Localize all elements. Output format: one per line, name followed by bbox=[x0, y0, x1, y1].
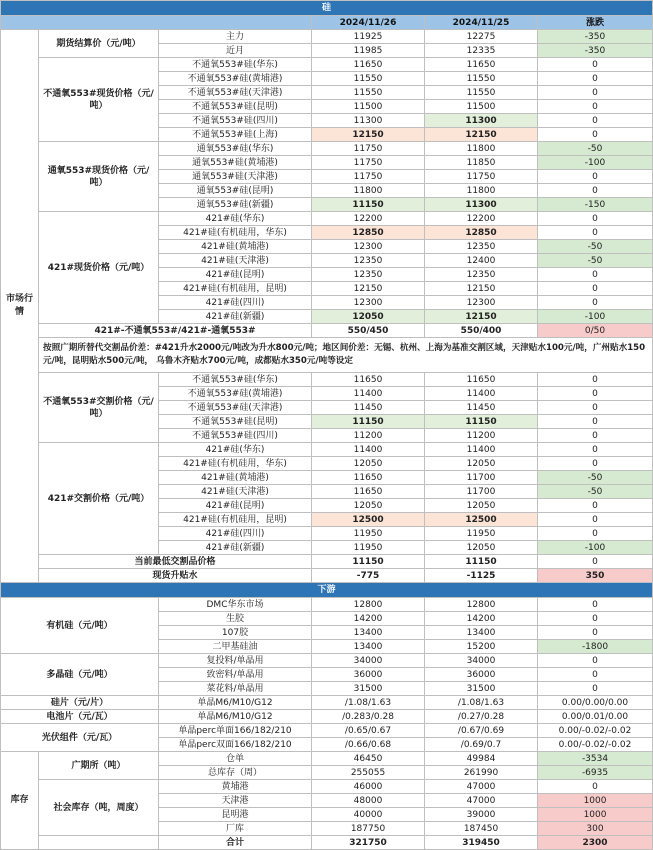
value-previous: /0.67/0.69 bbox=[425, 724, 538, 738]
item-name: 天津港 bbox=[159, 794, 312, 808]
item-name: 107胶 bbox=[159, 626, 312, 640]
table-row bbox=[1, 598, 653, 612]
value-previous: 14200 bbox=[425, 612, 538, 626]
value-previous: 12350 bbox=[425, 268, 538, 282]
item-name: 421#硅(华东) bbox=[159, 212, 312, 226]
value-previous: 11650 bbox=[425, 373, 538, 387]
header-change: 涨跌 bbox=[538, 16, 653, 30]
value-previous: 11750 bbox=[425, 170, 538, 184]
value-current: 11650 bbox=[312, 373, 425, 387]
value-current: 11150 bbox=[312, 198, 425, 212]
value-change: 0.00/0.01/0.00 bbox=[538, 710, 653, 724]
item-name: 通氧553#硅(华东) bbox=[159, 142, 312, 156]
item-name: 421#硅(四川) bbox=[159, 527, 312, 541]
value-current: 11650 bbox=[312, 471, 425, 485]
group-label: 421#现货价格（元/吨） bbox=[39, 212, 159, 324]
value-change: 0 bbox=[538, 170, 653, 184]
item-name: 通氧553#硅(天津港) bbox=[159, 170, 312, 184]
value-change: -350 bbox=[538, 30, 653, 44]
value-previous: 12850 bbox=[425, 226, 538, 240]
item-name: 不通氧553#硅(华东) bbox=[159, 373, 312, 387]
value-previous: 31500 bbox=[425, 682, 538, 696]
value-current: 11150 bbox=[312, 415, 425, 429]
value-previous: 11950 bbox=[425, 527, 538, 541]
header-blank bbox=[1, 16, 312, 30]
value-change: 0 bbox=[538, 387, 653, 401]
table-row bbox=[1, 752, 653, 766]
item-name: 致密料/单晶用 bbox=[159, 668, 312, 682]
table-row bbox=[1, 443, 653, 457]
group-label: 硅片（元/片） bbox=[1, 696, 159, 710]
value-current: 12300 bbox=[312, 240, 425, 254]
value-current: 36000 bbox=[312, 668, 425, 682]
value-current: 187750 bbox=[312, 822, 425, 836]
value-previous: 12050 bbox=[425, 541, 538, 555]
value-current: 12350 bbox=[312, 268, 425, 282]
item-name: 421#硅(黄埔港) bbox=[159, 240, 312, 254]
value-change: 0 bbox=[538, 184, 653, 198]
item-name: 421#硅(有机硅用，昆明) bbox=[159, 282, 312, 296]
value-change: -1800 bbox=[538, 640, 653, 654]
value-current: 40000 bbox=[312, 808, 425, 822]
group-label: 光伏组件（元/瓦） bbox=[1, 724, 159, 752]
value-previous: 261990 bbox=[425, 766, 538, 780]
value-change: -50 bbox=[538, 254, 653, 268]
group-label: 不通氧553#交割价格（元/吨） bbox=[39, 373, 159, 443]
value-current: 11550 bbox=[312, 72, 425, 86]
value-previous: /1.08/1.63 bbox=[425, 696, 538, 710]
value-previous: 34000 bbox=[425, 654, 538, 668]
value-change: -6935 bbox=[538, 766, 653, 780]
value-change: 0 bbox=[538, 513, 653, 527]
value-change: -350 bbox=[538, 44, 653, 58]
header-date-current: 2024/11/26 bbox=[312, 16, 425, 30]
value-change: 0 bbox=[538, 780, 653, 794]
item-name: 421#硅(有机硅用，昆明) bbox=[159, 513, 312, 527]
item-name: 近月 bbox=[159, 44, 312, 58]
value-change: -100 bbox=[538, 541, 653, 555]
value-previous: 11550 bbox=[425, 72, 538, 86]
table-row bbox=[1, 142, 653, 156]
value-change: 0 bbox=[538, 443, 653, 457]
value-previous: 319450 bbox=[425, 836, 538, 850]
value-current: 12150 bbox=[312, 128, 425, 142]
value-previous: -1125 bbox=[425, 569, 538, 583]
value-previous: 11500 bbox=[425, 100, 538, 114]
group-label: 多晶硅（元/吨） bbox=[1, 654, 159, 696]
item-name: 421#硅(有机硅用，华东) bbox=[159, 226, 312, 240]
item-name: 421#硅(天津港) bbox=[159, 254, 312, 268]
value-change: 0 bbox=[538, 100, 653, 114]
value-change: 0 bbox=[538, 296, 653, 310]
min-delivery-label: 当前最低交割品价格 bbox=[39, 555, 312, 569]
value-change: 0 bbox=[538, 598, 653, 612]
group-label: 421#交割价格（元/吨） bbox=[39, 443, 159, 555]
value-current: /0.283/0.28 bbox=[312, 710, 425, 724]
value-current: /0.65/0.67 bbox=[312, 724, 425, 738]
item-name: 仓单 bbox=[159, 752, 312, 766]
value-current: 12350 bbox=[312, 254, 425, 268]
value-change: -50 bbox=[538, 471, 653, 485]
item-name: 不通氧553#硅(黄埔港) bbox=[159, 387, 312, 401]
table-row bbox=[1, 696, 653, 710]
item-name: 复投料/单晶用 bbox=[159, 654, 312, 668]
value-current: 11150 bbox=[312, 555, 425, 569]
value-previous: 11450 bbox=[425, 401, 538, 415]
item-name: 421#硅(有机硅用，华东) bbox=[159, 457, 312, 471]
value-change: 0 bbox=[538, 58, 653, 72]
value-change: 0 bbox=[538, 668, 653, 682]
value-current: 46450 bbox=[312, 752, 425, 766]
value-previous: 11800 bbox=[425, 184, 538, 198]
group-label: 有机硅（元/吨） bbox=[1, 598, 159, 654]
item-name: 不通氧553#硅(天津港) bbox=[159, 401, 312, 415]
item-name: 421#硅(新疆) bbox=[159, 541, 312, 555]
table-row bbox=[1, 212, 653, 226]
value-current: 12800 bbox=[312, 598, 425, 612]
table-row bbox=[1, 710, 653, 724]
value-change: 0 bbox=[538, 527, 653, 541]
section-label-market: 市场行情 bbox=[1, 30, 39, 583]
group-label: 不通氧553#现货价格（元/吨） bbox=[39, 58, 159, 142]
value-change: 1000 bbox=[538, 808, 653, 822]
item-name: 通氧553#硅(昆明) bbox=[159, 184, 312, 198]
table-row bbox=[1, 654, 653, 668]
value-previous: 47000 bbox=[425, 794, 538, 808]
value-previous: 11150 bbox=[425, 555, 538, 569]
item-name: 昆明港 bbox=[159, 808, 312, 822]
value-previous: 12335 bbox=[425, 44, 538, 58]
value-change: 0 bbox=[538, 226, 653, 240]
value-previous: 15200 bbox=[425, 640, 538, 654]
value-previous: 12200 bbox=[425, 212, 538, 226]
spread-label: 421#-不通氧553#/421#-通氧553# bbox=[39, 324, 312, 338]
value-previous: 11400 bbox=[425, 387, 538, 401]
item-name: 421#硅(天津港) bbox=[159, 485, 312, 499]
value-current: 14200 bbox=[312, 612, 425, 626]
value-previous: 12150 bbox=[425, 128, 538, 142]
value-change: 0 bbox=[538, 86, 653, 100]
downstream-banner-row bbox=[1, 583, 653, 598]
title-row bbox=[1, 1, 653, 16]
value-previous: 187450 bbox=[425, 822, 538, 836]
value-change: 0 bbox=[538, 457, 653, 471]
value-change: 0 bbox=[538, 682, 653, 696]
item-name: 黄埔港 bbox=[159, 780, 312, 794]
value-current: 11650 bbox=[312, 485, 425, 499]
value-change: 0 bbox=[538, 128, 653, 142]
group-label: 社会库存（吨，周度） bbox=[39, 780, 159, 836]
total-label-spacer bbox=[39, 836, 159, 850]
item-name: 单晶M6/M10/G12 bbox=[159, 696, 312, 710]
value-previous: 12275 bbox=[425, 30, 538, 44]
value-previous: 550/400 bbox=[425, 324, 538, 338]
value-change: 0.00/-0.02/-0.02 bbox=[538, 724, 653, 738]
item-name: 单晶M6/M10/G12 bbox=[159, 710, 312, 724]
value-current: 11500 bbox=[312, 100, 425, 114]
item-name: 厂库 bbox=[159, 822, 312, 836]
item-name: 不通氧553#硅(四川) bbox=[159, 429, 312, 443]
item-name: 421#硅(新疆) bbox=[159, 310, 312, 324]
value-previous: 12300 bbox=[425, 296, 538, 310]
value-change: 0 bbox=[538, 612, 653, 626]
item-name: 不通氧553#硅(上海) bbox=[159, 128, 312, 142]
value-previous: 12050 bbox=[425, 457, 538, 471]
value-current: 11400 bbox=[312, 387, 425, 401]
value-change: -50 bbox=[538, 240, 653, 254]
value-previous: 12400 bbox=[425, 254, 538, 268]
group-label: 通氧553#现货价格（元/吨） bbox=[39, 142, 159, 212]
value-current: 11750 bbox=[312, 142, 425, 156]
value-change: 350 bbox=[538, 569, 653, 583]
value-change: -150 bbox=[538, 198, 653, 212]
item-name: 不通氧553#硅(昆明) bbox=[159, 415, 312, 429]
value-change: -50 bbox=[538, 142, 653, 156]
value-change: 1000 bbox=[538, 794, 653, 808]
value-previous: 11200 bbox=[425, 429, 538, 443]
value-current: 12500 bbox=[312, 513, 425, 527]
value-current: 13400 bbox=[312, 640, 425, 654]
value-previous: 49984 bbox=[425, 752, 538, 766]
value-previous: 47000 bbox=[425, 780, 538, 794]
value-current: 11750 bbox=[312, 170, 425, 184]
group-label: 电池片（元/瓦） bbox=[1, 710, 159, 724]
group-label: 期货结算价（元/吨） bbox=[39, 30, 159, 58]
value-current: /0.66/0.68 bbox=[312, 738, 425, 752]
value-change: -3534 bbox=[538, 752, 653, 766]
value-current: 12150 bbox=[312, 282, 425, 296]
value-change: 0.00/0.00/0.00 bbox=[538, 696, 653, 710]
value-current: 550/450 bbox=[312, 324, 425, 338]
value-previous: 11300 bbox=[425, 198, 538, 212]
item-name: 421#硅(昆明) bbox=[159, 499, 312, 513]
value-current: 46000 bbox=[312, 780, 425, 794]
value-current: 12050 bbox=[312, 457, 425, 471]
value-change: 0 bbox=[538, 626, 653, 640]
value-change: 0.00/-0.02/-0.02 bbox=[538, 738, 653, 752]
table-row bbox=[1, 780, 653, 794]
basis-label: 现货升贴水 bbox=[39, 569, 312, 583]
value-current: 11200 bbox=[312, 429, 425, 443]
header-date-previous: 2024/11/25 bbox=[425, 16, 538, 30]
value-previous: 11850 bbox=[425, 156, 538, 170]
item-name: 通氧553#硅(黄埔港) bbox=[159, 156, 312, 170]
value-current: 12300 bbox=[312, 296, 425, 310]
sheet-title: 硅 bbox=[1, 1, 653, 16]
value-current: 11950 bbox=[312, 527, 425, 541]
value-change: -100 bbox=[538, 156, 653, 170]
value-change: 0 bbox=[538, 72, 653, 86]
value-change: 0 bbox=[538, 401, 653, 415]
value-change: 2300 bbox=[538, 836, 653, 850]
value-current: 255055 bbox=[312, 766, 425, 780]
value-current: 12050 bbox=[312, 310, 425, 324]
value-previous: 36000 bbox=[425, 668, 538, 682]
header-row bbox=[1, 16, 653, 30]
value-previous: 11150 bbox=[425, 415, 538, 429]
value-previous: 13400 bbox=[425, 626, 538, 640]
item-name: 不通氧553#硅(昆明) bbox=[159, 100, 312, 114]
delivery-note: 按照广期所替代交割品价差：#421升水2000元/吨改为升水800元/吨；地区间价差：无锡、杭州、上海为基准交割区域，天津贴水100元/吨，广州贴水150元/吨，昆明贴水500元/吨， 乌鲁木齐贴水700元/吨，成都贴水350元/吨等设定 bbox=[39, 338, 653, 373]
value-current: 11300 bbox=[312, 114, 425, 128]
value-current: 11400 bbox=[312, 443, 425, 457]
value-change: 0 bbox=[538, 555, 653, 569]
item-name: 不通氧553#硅(天津港) bbox=[159, 86, 312, 100]
table-row bbox=[1, 58, 653, 72]
value-previous: 11700 bbox=[425, 485, 538, 499]
item-name: 421#硅(昆明) bbox=[159, 268, 312, 282]
value-current: 11800 bbox=[312, 184, 425, 198]
item-name: 不通氧553#硅(四川) bbox=[159, 114, 312, 128]
value-change: 0 bbox=[538, 282, 653, 296]
value-previous: 11400 bbox=[425, 443, 538, 457]
value-previous: 39000 bbox=[425, 808, 538, 822]
value-change: 0 bbox=[538, 499, 653, 513]
item-name: 二甲基硅油 bbox=[159, 640, 312, 654]
item-name: 421#硅(黄埔港) bbox=[159, 471, 312, 485]
value-previous: 11300 bbox=[425, 114, 538, 128]
total-label: 合计 bbox=[159, 836, 312, 850]
value-change: 0 bbox=[538, 268, 653, 282]
value-change: 0 bbox=[538, 654, 653, 668]
table-row bbox=[1, 373, 653, 387]
total-row bbox=[1, 836, 653, 850]
value-previous: 12150 bbox=[425, 282, 538, 296]
value-current: 11750 bbox=[312, 156, 425, 170]
item-name: 总库存（周） bbox=[159, 766, 312, 780]
min-delivery-row bbox=[1, 555, 653, 569]
value-change: 0 bbox=[538, 373, 653, 387]
value-previous: 12350 bbox=[425, 240, 538, 254]
value-current: 13400 bbox=[312, 626, 425, 640]
value-previous: 11800 bbox=[425, 142, 538, 156]
value-previous: 11550 bbox=[425, 86, 538, 100]
value-change: 0 bbox=[538, 212, 653, 226]
item-name: 主力 bbox=[159, 30, 312, 44]
value-previous: 11650 bbox=[425, 58, 538, 72]
value-change: 0/50 bbox=[538, 324, 653, 338]
item-name: 单晶perc单面166/182/210 bbox=[159, 724, 312, 738]
value-current: 48000 bbox=[312, 794, 425, 808]
value-previous: 12150 bbox=[425, 310, 538, 324]
value-previous: /0.69/0.7 bbox=[425, 738, 538, 752]
value-previous: /0.27/0.28 bbox=[425, 710, 538, 724]
item-name: 不通氧553#硅(黄埔港) bbox=[159, 72, 312, 86]
value-current: -775 bbox=[312, 569, 425, 583]
value-previous: 11700 bbox=[425, 471, 538, 485]
value-current: 11985 bbox=[312, 44, 425, 58]
table-row bbox=[1, 30, 653, 44]
section-label-inventory: 库存 bbox=[1, 752, 39, 850]
value-change: -100 bbox=[538, 310, 653, 324]
item-name: 不通氧553#硅(华东) bbox=[159, 58, 312, 72]
item-name: DMC华东市场 bbox=[159, 598, 312, 612]
item-name: 通氧553#硅(新疆) bbox=[159, 198, 312, 212]
value-change: 0 bbox=[538, 114, 653, 128]
item-name: 421#硅(四川) bbox=[159, 296, 312, 310]
value-current: 12200 bbox=[312, 212, 425, 226]
value-current: 11950 bbox=[312, 541, 425, 555]
item-name: 生胶 bbox=[159, 612, 312, 626]
item-name: 单晶perc双面166/182/210 bbox=[159, 738, 312, 752]
basis-row bbox=[1, 569, 653, 583]
value-change: -50 bbox=[538, 485, 653, 499]
value-current: 11550 bbox=[312, 86, 425, 100]
value-current: 34000 bbox=[312, 654, 425, 668]
value-current: /1.08/1.63 bbox=[312, 696, 425, 710]
value-current: 11650 bbox=[312, 58, 425, 72]
table-row bbox=[1, 724, 653, 738]
group-label: 广期所（吨） bbox=[39, 752, 159, 780]
value-current: 321750 bbox=[312, 836, 425, 850]
value-current: 31500 bbox=[312, 682, 425, 696]
downstream-title: 下游 bbox=[1, 583, 653, 598]
value-previous: 12800 bbox=[425, 598, 538, 612]
value-previous: 12050 bbox=[425, 499, 538, 513]
value-previous: 12500 bbox=[425, 513, 538, 527]
value-change: 300 bbox=[538, 822, 653, 836]
value-change: 0 bbox=[538, 415, 653, 429]
value-current: 12850 bbox=[312, 226, 425, 240]
value-change: 0 bbox=[538, 429, 653, 443]
value-current: 12050 bbox=[312, 499, 425, 513]
spread-row bbox=[1, 324, 653, 338]
item-name: 421#硅(华东) bbox=[159, 443, 312, 457]
value-current: 11450 bbox=[312, 401, 425, 415]
item-name: 菜花料/单晶用 bbox=[159, 682, 312, 696]
value-current: 11925 bbox=[312, 30, 425, 44]
note-row bbox=[1, 338, 653, 373]
